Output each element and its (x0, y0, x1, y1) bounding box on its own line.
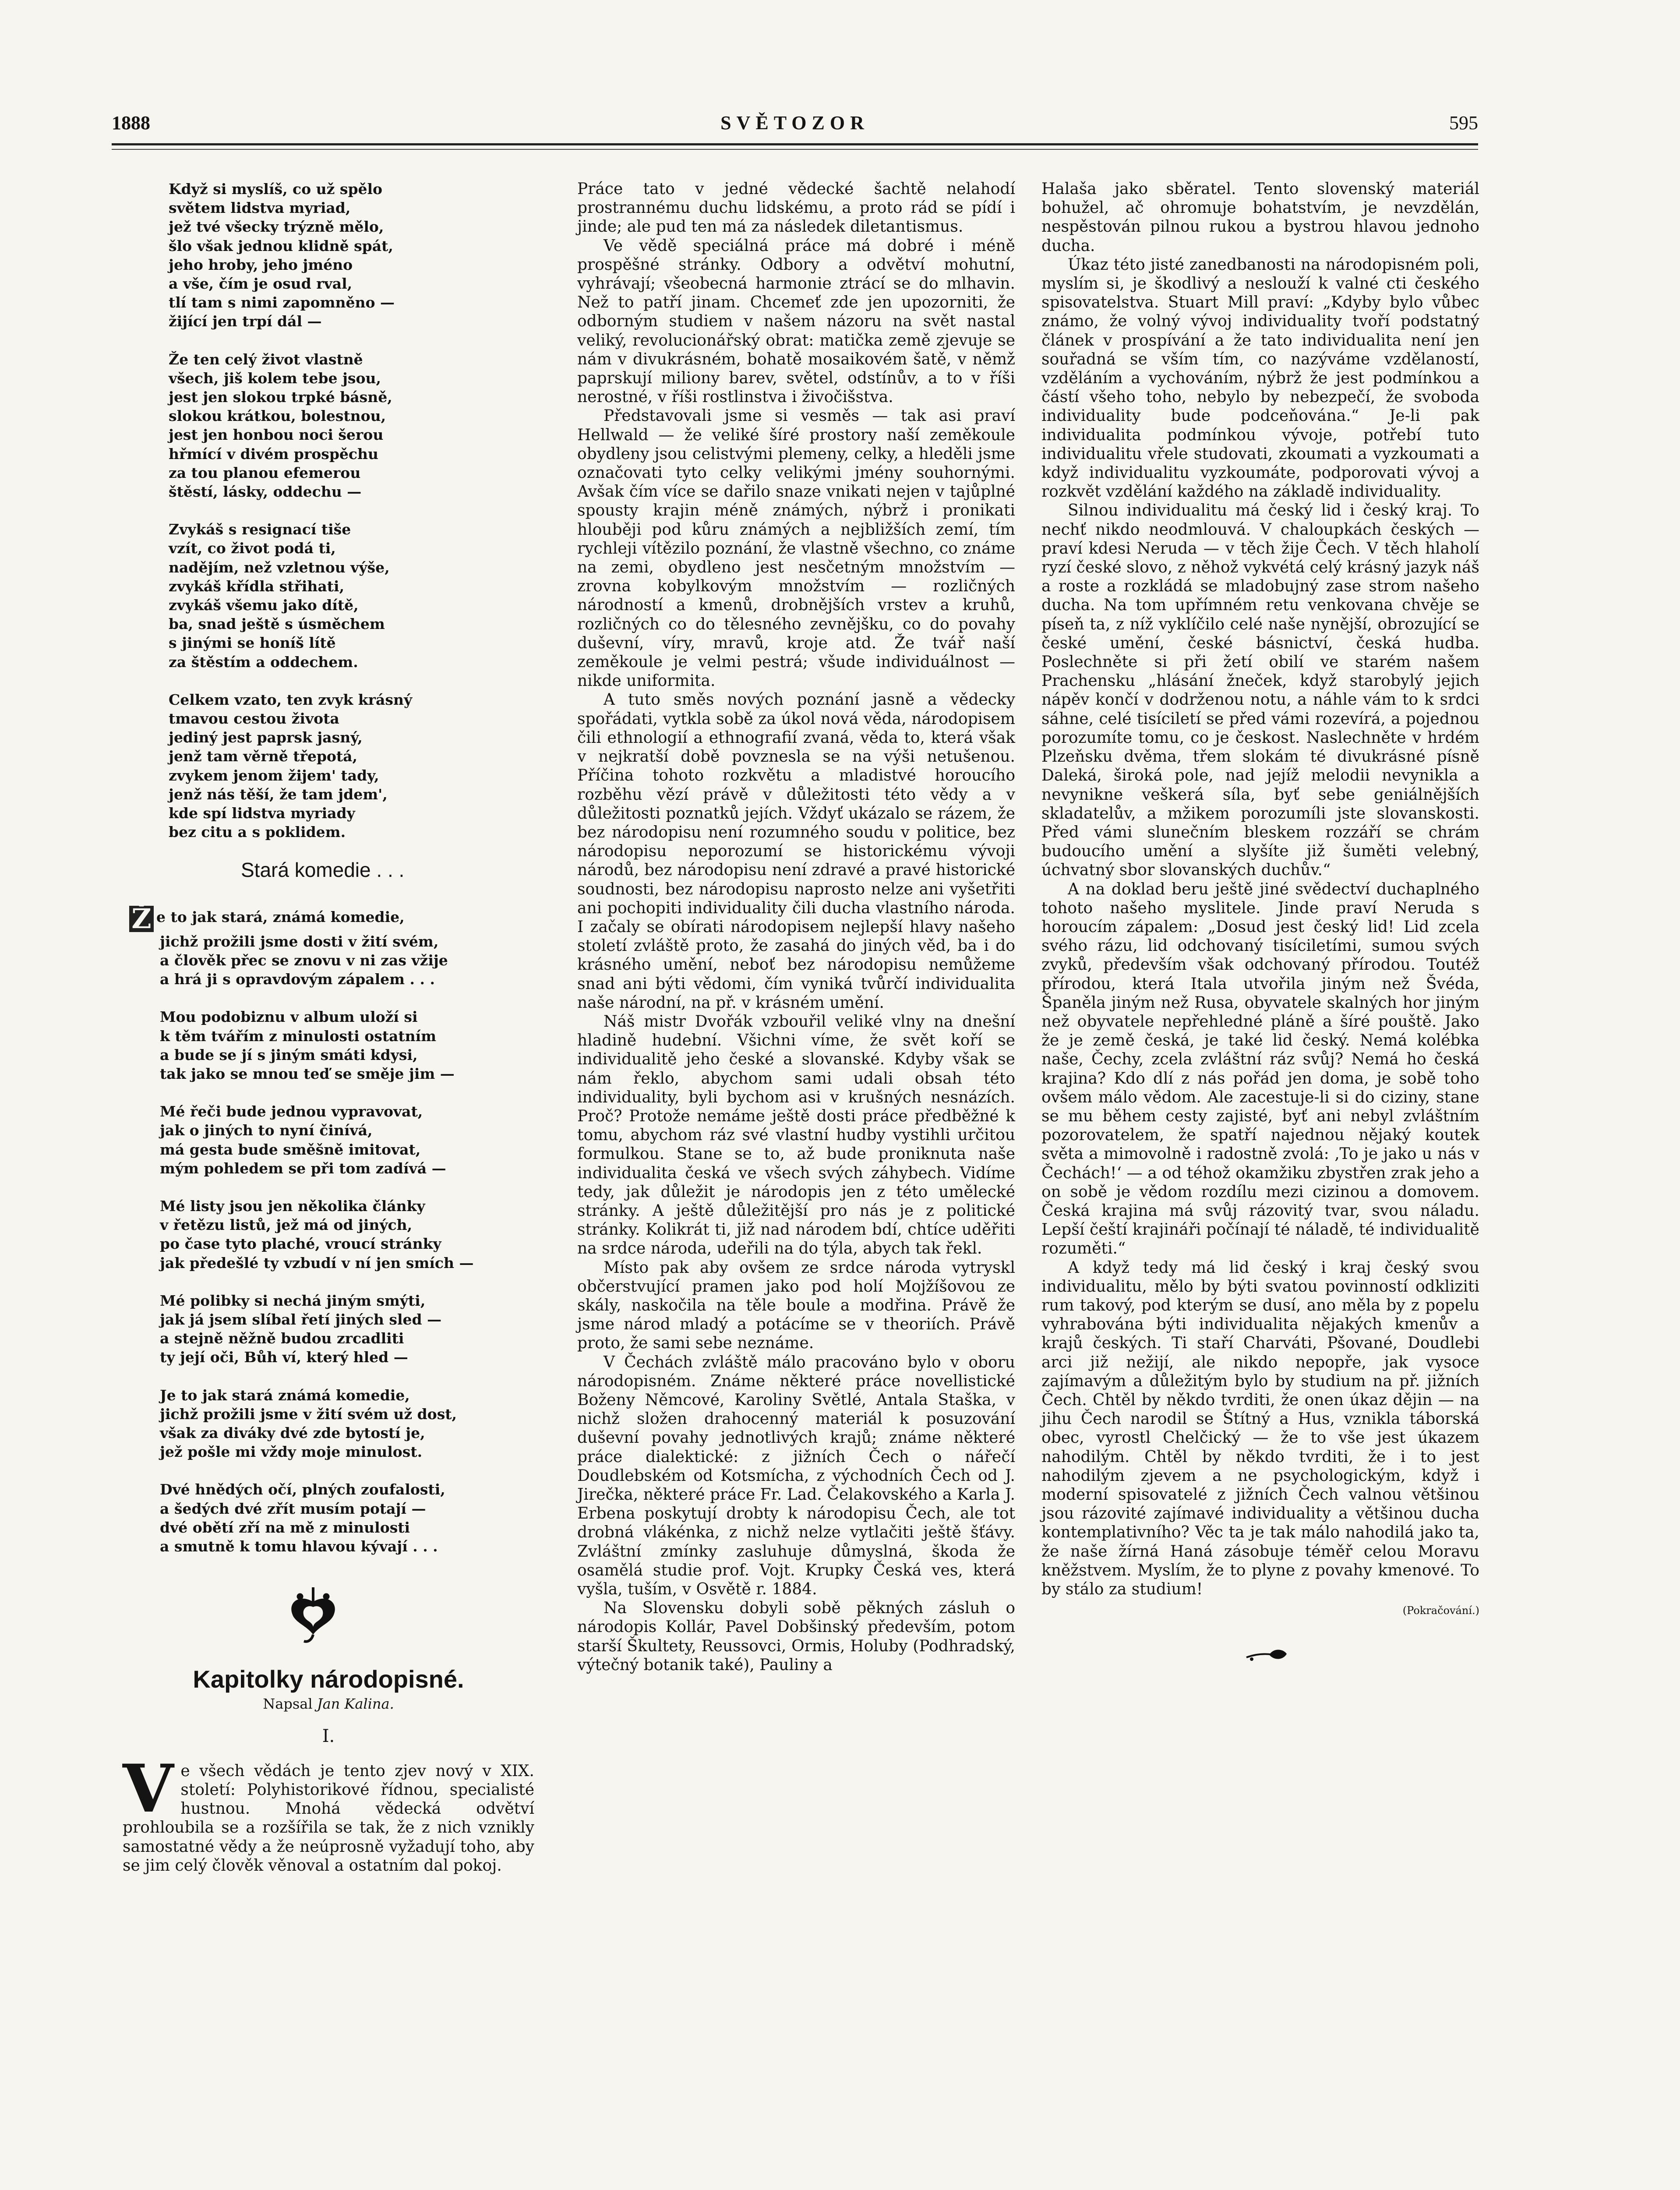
stanza (169, 180, 534, 331)
byline-prefix: Napsal (263, 1695, 313, 1713)
paragraph: Silnou individualitu má český lid i český kraj. To nechť nikdo neodmlouvá. V chaloupkách českých — praví kdesi Neruda — v těch žije Čech. V těch hlaholí ryzí české slovo, z něhož vykvétá celý krásný jazyk náš a roste a rozkládá se mladobujný zase strom našeho ducha. Na tom upřímném retu venkovana chvěje se píseň ta, z níž vyklíčilo celé naše nynější, obrozující se české umění, české básnictví, česká hudba. Poslechněte si při žetí obilí ve starém našem Prachensku „hlásání žneček, když starobylý jejich nápěv končí v dodrženou notu, a náhle vám to k srdci sáhne, celé tisíciletí se před vámi rozevírá, a pojednou porozumíte tomu, co je českost. Naslechněte v hrdém Plzeňsku dvěma, třem slokám té divukrásné písně Daleká, široká pole, nad jejíž melodii nevynikla a nevynikne veškerá síla, byť sebe geniálnějších skladatelův, a mžikem porozumíli jste slovanskosti. Před vámi slunečním bleskem rozzáří se chrám budoucího umění a slyšíte již šuměti velebný, úchvatný sbor slovanských duchův.“ (1041, 502, 1479, 880)
poem-line: jeho hroby, jeho jméno (169, 256, 353, 273)
drop-cap: Ž (129, 906, 154, 932)
poem-line: jichž prožili jsme v žití svém už dost, (160, 1405, 457, 1423)
poem-line: šlo však jednou klidně spát, (169, 237, 393, 254)
poem-line: a vše, čím je osud rval, (169, 275, 353, 293)
poem-line: jest jen slokou trpké básně, (169, 389, 392, 406)
author-name: Jan Kalina. (317, 1695, 394, 1713)
header-rule (112, 143, 1478, 145)
stanza (129, 1480, 534, 1556)
poem-line: jež pošle mi vždy moje minulost. (160, 1443, 423, 1461)
poem-line: bez citu a s poklidem. (169, 823, 346, 841)
article-opening (123, 1750, 534, 1875)
leaf-end-ornament-icon (1243, 1644, 1291, 1666)
paragraph: Místo pak aby ovšem ze srdce národa vytryskl občerstvující pramen jako pod holí Mojžíšovou ze skály, naskočila na těle boule a modřina. Právě že jsme národ mladý a potácíme se v theoriích. Právě proto, že sami sebe neznáme. (577, 1258, 1015, 1353)
poem-line: jichž prožili jsme dosti v žití svém, (160, 933, 439, 950)
paragraph: V Čechách zvláště málo pracováno bylo v oboru národopisném. Známe některé práce novellistické Boženy Němcové, Karoliny Světlé, Antala Staška, v nichž složen drahocenný materiál k posuzování duševní povahy jednotlivých krajů; známe některé práce dialektické: z jižních Čech o nářečí Doudlebském od Kotsmícha, z východních Čech od J. Jirečka, některé práce Fr. Lad. Čelakovského a Karla J. Erbena poskytují drobty k národopisu Čech, ale tot drobná vlákénka, z nichž nelze vytlačiti ještě šťávy. Zvláštní zmínky zasluhuje důmyslná, škoda že osamělá studie prof. Vojt. Krupky Česká ves, která vyšla, tuším, v Osvětě r. 1884. (577, 1353, 1015, 1599)
poem-line: a stejně něžně budou zrcadliti (160, 1330, 404, 1347)
poem-line-rest: e to jak stará, známá komedie, (156, 908, 405, 925)
poem-line: za štěstím a oddechem. (169, 653, 358, 671)
poem-line: v řetězu listů, jež má od jiných, (160, 1216, 413, 1234)
poem-line: mým pohledem se při tom zadívá — (160, 1159, 446, 1177)
stanza (129, 1102, 534, 1178)
poem-line: Celkem vzato, ten zvyk krásný (169, 691, 413, 708)
poem-line: tlí tam s nimi zapomněno — (169, 294, 395, 311)
byline (123, 1695, 534, 1713)
poem-line: tmavou cestou života (169, 710, 339, 728)
poem-line: jež tvé všecky trýzně mělo, (169, 218, 384, 236)
column-1 (123, 180, 534, 1875)
poem-line: jak předešlé ty vzbudí v ní jen smích — (160, 1254, 474, 1272)
poem-line: Mé polibky si nechá jiným smýti, (160, 1292, 426, 1309)
paragraph: Úkaz této jisté zanedbanosti na národopisném poli, myslím si, je škodlivý a neslouží k valné cti českého spisovatelstva. Stuart Mill praví: „Kdyby bylo vůbec známo, že volný vývoj individuality tvoří podstatný článek v prospívání a že tato individualita není jen souřadná se vším tím, co nazýváme vzdělaností, vzděláním a vychováním, nýbrž že jest podmínkou a částí všeho toho, nebylo by nebezpečí, že svoboda individuality bude podceňována.“ Je-li pak individualita podmínkou vývoje, potřebí tuto individualitu vřele studovati, zkoumati a vyzkoumati a když individualitu vyzkoumáte, podporovati vývoj a rozkvět vzdělání každého na základě individuality. (1041, 255, 1479, 501)
poem-line: po čase tyto plaché, vroucí stránky (160, 1235, 441, 1253)
article-title: Kapitolky národopisné. (193, 1665, 464, 1693)
poem-line: a bude se jí s jiným smáti kdysi, (160, 1046, 418, 1063)
column-2 (577, 180, 1015, 1674)
poem-line: jak já jsem slíbal řetí jiných sled — (160, 1310, 442, 1328)
poem-line: Dvé hnědých očí, plných zoufalosti, (160, 1481, 445, 1498)
poem-line: a smutně k tomu hlavou kývají . . . (160, 1537, 438, 1555)
poem-line: k těm tvářím z minulosti ostatním (160, 1027, 437, 1045)
poem-line: a šedých dvé zřít musím potají — (160, 1500, 426, 1517)
paragraph: Na Slovensku dobyli sobě pěkných zásluh o národopis Kollár, Pavel Dobšinský především, potom starší Škultety, Reussovci, Ormis, Holuby (Podhradský, výtečný botanik také), Pauliny a (577, 1599, 1015, 1674)
paragraph: A na doklad beru ještě jiné svědectví duchaplného tohoto našeho myslitele. Jinde praví Neruda s horoucím zápalem: „Dosud jest český lid! Lid zcela svého rázu, lid odchovaný tisíciletími, sumou svých zvyků, především však odchovaný přírodou. Toutéž přírodou, která Itala utvořila jiným než Švéda, Španěla jiným než Rusa, obyvatele skalných hor jiným než obyvatele nepřehledné pláně a šíré pouště. Jako že je země česká, je také lid český. Nemá kolébka naše, Čechy, zcela zvláštní ráz svůj? Nemá ho česká krajina? Kdo dlí z nás pořád jen doma, je sobě toho ovšem málo vědom. Ale zacestuje-li si do ciziny, stane se mu během cesty zajisté, byť ani nebyl zvláštním pozorovatelem, že spatří najednou nějaký koutek světa a mimovolně i radostně zvolá: ‚To je jako u nás v Čechách!‘ — a od téhož okamžiku zbystřen zrak jeho a on sobě je vědom rozdílu mezi cizinou a domovem. Česká krajina má svůj rázovitý tvar, svou náladu. Lepší čeští krajináři počínají té náladě, té individualitě rozuměti.“ (1041, 880, 1479, 1258)
poem-line (129, 902, 534, 935)
poem-line: Je to jak stará známá komedie, (160, 1386, 410, 1404)
poem-line: Mou podobiznu v album uloží si (160, 1008, 418, 1026)
stanza (169, 350, 534, 502)
poem-1 (169, 180, 534, 842)
poem-line: Když si myslíš, co už spělo (169, 180, 383, 198)
page-header (112, 112, 1478, 138)
page-number: 595 (1449, 112, 1478, 134)
poem-line: zvykem jenom žijem' tady, (169, 766, 379, 784)
poem-line: ba, snad ještě s úsměchem (169, 615, 385, 633)
paragraph: Ve vědě speciálná práce má dobré i méně prospěšné stránky. Odbory a odvětví mohutní, vyhrávají; všeobecná harmonie ztrácí se do mlhavin. Než to patří jinam. Chcemeť zde jen upozorniti, že odborným studiem v našem názoru na svět nastal veliký, revolucionářský obrat: matička země zjevuje se nám v divukrásném, bohatě mosaikovém šatě, v němž paprskují miliony barev, světel, odstínův, a to v říši nerostné, v říši rostlinstva i živočišstva. (577, 237, 1015, 406)
poem-line: Mé řeči bude jednou vypravovat, (160, 1103, 423, 1120)
poem-line: všech, jiš kolem tebe jsou, (169, 369, 381, 387)
poem-line: však za diváky dvé zde bytostí je, (160, 1424, 425, 1441)
poem-line: jenž nás těší, že tam jdem', (169, 785, 388, 803)
paragraph: Představovali jsme si vesměs — tak asi praví Hellwald — že veliké šíré prostory naší zeměkoule obydleny jsou celistvými plemeny, celky, a hleděli jsme označovati tyto celky velikými jmény souhornými. Avšak čím více se dařilo snaze vnikati nejen v tajůplné spousty krajin méně známých, nýbrž i pronikati hlouběji pod kůru známých a nejbližších zemí, tím rychleji vítězilo poznání, že vlastně všechno, co známe na zemi, obydleno jest nesčetným množstvím — zrovna kobylkovým množstvím — rozličných národností a kmenů, drobnějších vrstev a kruhů, rozličných co do tělesného zevnějšku, co do povahy duševní, víry, mravů, kroje atd. Že tvář naší zeměkoule je velmi pestrá; všude individuálnost — nikde uniformita. (577, 407, 1015, 690)
paragraph: Halaša jako sběratel. Tento slovenský materiál bohužel, ač ohromuje bohatstvím, je nevzdělán, nespěstován pilnou rukou a bystrou hlavou jednoho ducha. (1041, 180, 1479, 255)
poem-line: s jinými se honíš lítě (169, 634, 336, 652)
vine-ornament-icon (280, 1582, 346, 1648)
paragraph: A tuto směs nových poznání jasně a vědecky spořádati, vytkla sobě za úkol nová věda, národopisem čili ethnologií a ethnografií zvaná, věda to, která však v nejkratší době povznesla se na výši netušenou. Příčina tohoto rozkvětu a mladistvé horoucího rozběhu vězí právě v důležitosti této vědy a v důležitosti poznatků jejích. Vždyť ukázalo se rázem, že bez národopisu není rozumného soudu v politice, bez národopisu neporozumí se historickému vývoji národů, bez národopisu není zdravé a pravé historické soudnosti, bez národopisu naprosto nelze ani vyšetřiti ani pochopiti individuality čili ducha vlastního národa. I začaly se obírati národopisem nejlepší hlavy našeho století zvláště proto, že zasahá do jiných věd, ba i do krásného umění, neboť bez národopisu nemůžeme snad ani býti vědomi, čím vyniká tvůrčí individualita naše národní, na př. v krásném umění. (577, 691, 1015, 1012)
poem-line: jak o jiných to nyní činívá, (160, 1122, 373, 1139)
poem-line: jediný jest paprsk jasný, (169, 729, 363, 746)
paragraph: Náš mistr Dvořák vzbouřil veliké vlny na dnešní hladině hudební. Všichni víme, že svět koří se individualitě jeho české a slovanské. Kdyby však se nám řeklo, abychom sami udali obsah této individuality, byli bychom asi v krušných nesnázích. Proč? Protože nemáme ještě dosti práce předběžné k tomu, abychom ráz své vlastní hudby vystihli určitou formulkou. Stane se to, až bude proniknuta naše individualita česká ve všech svých záhybech. Vidíme tedy, jak důležit je národopis jen z této umělecké stránky. A ještě důležitější pro nás je z politické stránky. Kolikrát ti, již nad národem bdí, chtíce uděřiti na srdce národa, udeřili na do týla, abych tak řekl. (577, 1012, 1015, 1258)
column-3-text (1041, 180, 1479, 1599)
poem-line: štěstí, lásky, oddechu — (169, 483, 362, 501)
poem-line: a člověk přec se znovu v ni zas vžije (160, 951, 448, 969)
poem-line: nadějím, než vzletnou výše, (169, 558, 390, 576)
poem-line: tak jako se mnou teď se směje jim — (160, 1065, 455, 1082)
stanza (129, 1291, 534, 1367)
stanza (129, 1386, 534, 1462)
poem-line: kde spí lidstva myriady (169, 805, 355, 822)
stanza (169, 690, 534, 842)
poem-line: vzít, co život podá ti, (169, 540, 336, 557)
section-number: I. (322, 1726, 335, 1746)
poem-line: Zvykáš s resignací tiše (169, 521, 351, 538)
poem-line: má gesta bude směšně imitovat, (160, 1141, 421, 1158)
stanza (129, 1197, 534, 1272)
magazine-title: SVĚTOZOR (720, 112, 869, 134)
stanza (169, 520, 534, 671)
paragraph: A když tedy má lid český i kraj český svou individualitu, mělo by býti svatou povinností odkliziti rum takový, pod kterým se dusí, ano měla by z popelu vyhrabována býti individualita nějakých kmenův a krajů českých. Ti staří Charváti, Pšované, Doudlebi arci již nežijí, ale nikdo nepopře, jak vysoce zajímavým a důležitým bylo by studium na př. jižních Čech. Chtěl by někdo tvrditi, že onen úkaz dějin — na jihu Čech narodil se Štítný a Hus, vznikla táborská obec, vyrostl Chelčický — že to vše jest úkazem nahodilým. Chtěl by někdo tvrditi, že i to jest nahodilým zjevem a ne psychologickým, když i moderní spisovatelé z jižních Čech valnou většinou jsou rázovité zajímavé individuality a většinou ducha kontemplativního? Věc ta je tak málo nahodilá jako ta, že naše žírná Haná zásobuje téměř celou Moravu kněžstvem. Myslím, že to plyne z povahy kmenové. To by stálo za studium! (1041, 1258, 1479, 1599)
poem-line: dvé obětí zří na mě z minulosti (160, 1519, 410, 1536)
drop-cap: V (123, 1750, 174, 1827)
stanza (129, 902, 534, 989)
poem-line: žijící jen trpí dál — (169, 313, 322, 330)
poem-2-title: Stará komedie . . . (241, 858, 405, 881)
paragraph: Práce tato v jedné vědecké šachtě nelahodí prostrannému duchu lidskému, a proto rád se pídí i jinde; ale pud ten má za následek diletantismus. (577, 180, 1015, 236)
poem-line: Mé listy jsou jen několika články (160, 1197, 425, 1215)
continued-note: (Pokračování.) (1402, 1604, 1479, 1617)
header-rule-thin (112, 149, 1478, 150)
poem-line: a hrá ji s opravdovým zápalem . . . (160, 971, 435, 988)
poem-line: zvykáš křídla střihati, (169, 577, 345, 595)
poem-line: jest jen honbou noci šerou (169, 426, 384, 444)
poem-line: zvykáš všemu jako dítě, (169, 597, 359, 614)
poem-line: Že ten celý život vlastně (169, 350, 363, 368)
continued-note-row (1041, 1599, 1479, 1618)
article-opening-text: e všech vědách je tento zjev nový v XIX. století: Polyhistorikové řídnou, specialisté hustnou. Mnohá vědecká odvětví prohloubila se a rozšířila se tak, že z nich vznikly samostatné vědy a že neúprosně vyžadují toho, aby se jim celý člověk věnoval a ostatním dal pokoj. (123, 1762, 534, 1875)
poem-line: jenž tam věrně třepotá, (169, 748, 358, 765)
poem-2 (129, 902, 534, 1556)
poem-line: hřmící v divém prospěchu (169, 445, 378, 463)
poem-line: světem lidstva myriad, (169, 199, 351, 217)
column-3 (1041, 180, 1479, 1666)
poem-line: ty její oči, Bůh ví, který hled — (160, 1349, 408, 1366)
poem-line: slokou krátkou, bolestnou, (169, 407, 386, 425)
year: 1888 (112, 112, 150, 134)
poem-line: za tou planou efemerou (169, 464, 361, 481)
stanza (129, 1007, 534, 1083)
